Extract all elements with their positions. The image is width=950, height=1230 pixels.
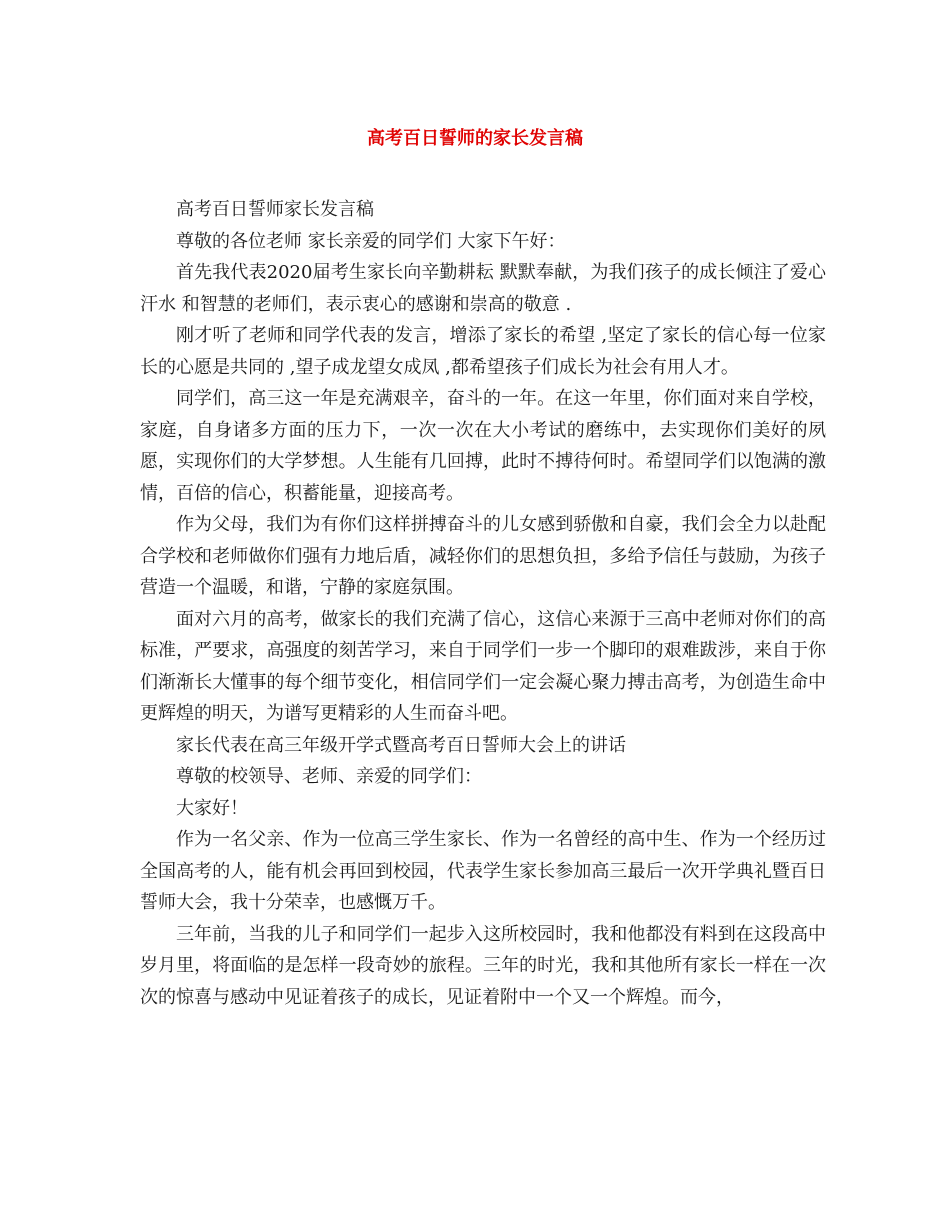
paragraph: 作为父母，我们为有你们这样拼搏奋斗的儿女感到骄傲和自豪，我们会全力以赴配合学校和老师做你们强有力地后盾，减轻你们的思想负担，多给予信任与鼓励，为孩子营造一个温暖，和谐，宁静的家庭氛围。 <box>140 514 826 598</box>
paragraph: 面对六月的高考，做家长的我们充满了信心，这信心来源于三高中老师对你们的高标准，严要求，高强度的刻苦学习，来自于同学们一步一个脚印的艰难跋涉，来自于你们渐渐长大懂事的每个细节变化，相信同学们一定会凝心聚力搏击高考，为创造生命中更辉煌的明天，为谱写更精彩的人生而奋斗吧。 <box>140 608 826 724</box>
paragraph-greeting: 尊敬的校领导、老师、亲爱的同学们： <box>176 766 482 787</box>
paragraph: 作为一名父亲、作为一位高三学生家长、作为一名曾经的高中生、作为一个经历过全国高考的人，能有机会再回到校园，代表学生家长参加高三最后一次开学典礼暨百日誓师大会，我十分荣幸，也感慨万千。 <box>140 829 826 913</box>
paragraph: 刚才听了老师和同学代表的发言，增添了家长的希望 ,坚定了家长的信心每一位家长的心愿是共同的 ,望子成龙望女成凤 ,都希望孩子们成长为社会有用人才。 <box>140 325 826 378</box>
paragraph-greeting: 大家好！ <box>176 797 248 819</box>
paragraph-subheading: 家长代表在高三年级开学式暨高考百日誓师大会上的讲话 <box>176 734 626 756</box>
document-body <box>140 194 826 1013</box>
paragraph: 三年前，当我的儿子和同学们一起步入这所校园时，我和他都没有料到在这段高中岁月里，将面临的是怎样一段奇妙的旅程。三年的时光，我和其他所有家长一样在一次次的惊喜与感动中见证着孩子的成长，见证着附中一个又一个辉煌。而今， <box>140 923 826 1008</box>
paragraph-heading: 高考百日誓师家长发言稿 <box>176 199 374 220</box>
paragraph: 同学们，高三这一年是充满艰辛，奋斗的一年。在这一年里，你们面对来自学校，家庭，自身诸多方面的压力下，一次一次在大小考试的磨练中，去实现你们美好的夙愿，实现你们的大学梦想。人生能有几回搏，此时不搏待何时。希望同学们以饱满的激情，百倍的信心，积蓄能量，迎接高考。 <box>140 388 826 504</box>
document-title: 高考百日誓师的家长发言稿 <box>367 128 583 149</box>
paragraph-greeting: 尊敬的各位老师 家长亲爱的同学们 大家下午好： <box>176 230 566 252</box>
paragraph: 首先我代表2020届考生家长向辛勤耕耘 默默奉献，为我们孩子的成长倾注了爱心汗水 和智慧的老师们，表示衷心的感谢和崇高的敬意 . <box>140 262 826 315</box>
